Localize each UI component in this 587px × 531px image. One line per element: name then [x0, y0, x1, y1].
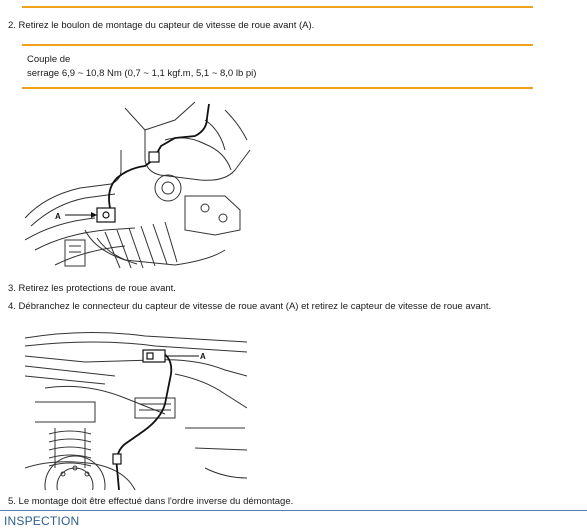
torque-label-line2: serrage 6,9 ~ 10,8 Nm (0,7 ~ 1,1 kgf.m, 5,1 ~ 8,0 lb pi) [27, 68, 257, 79]
figure-sensor-connector [25, 318, 247, 490]
top-rule [22, 6, 533, 8]
wheel-well-drawing [25, 332, 247, 490]
connector [113, 350, 165, 464]
step-2-text: 2. Retirez le boulon de montage du capteur de vitesse de roue avant (A). [8, 20, 315, 31]
step-3-text: 3. Retirez les protections de roue avant. [8, 283, 176, 294]
knuckle-drawing [25, 102, 250, 268]
section-divider [0, 510, 587, 511]
figure-sensor-bolt [25, 100, 253, 272]
figure1-callout-A: A [55, 212, 61, 221]
callout-arrow [91, 212, 97, 218]
torque-label-line1: Couple de [27, 54, 71, 65]
step-5-text: 5. Le montage doit être effectué dans l'ordre inverse du démontage. [8, 496, 294, 507]
torque-box-bottom-rule [22, 87, 533, 89]
figure2-callout-A: A [200, 352, 206, 361]
section-heading-inspection: INSPECTION [4, 514, 80, 528]
torque-box-top-rule [22, 44, 533, 46]
sensor-cable [117, 352, 172, 490]
sensor-bolt [97, 152, 159, 222]
step-4-text: 4. Débranchez le connecteur du capteur de vitesse de roue avant (A) et retirez le capteur de vitesse de roue avant. [8, 301, 492, 312]
